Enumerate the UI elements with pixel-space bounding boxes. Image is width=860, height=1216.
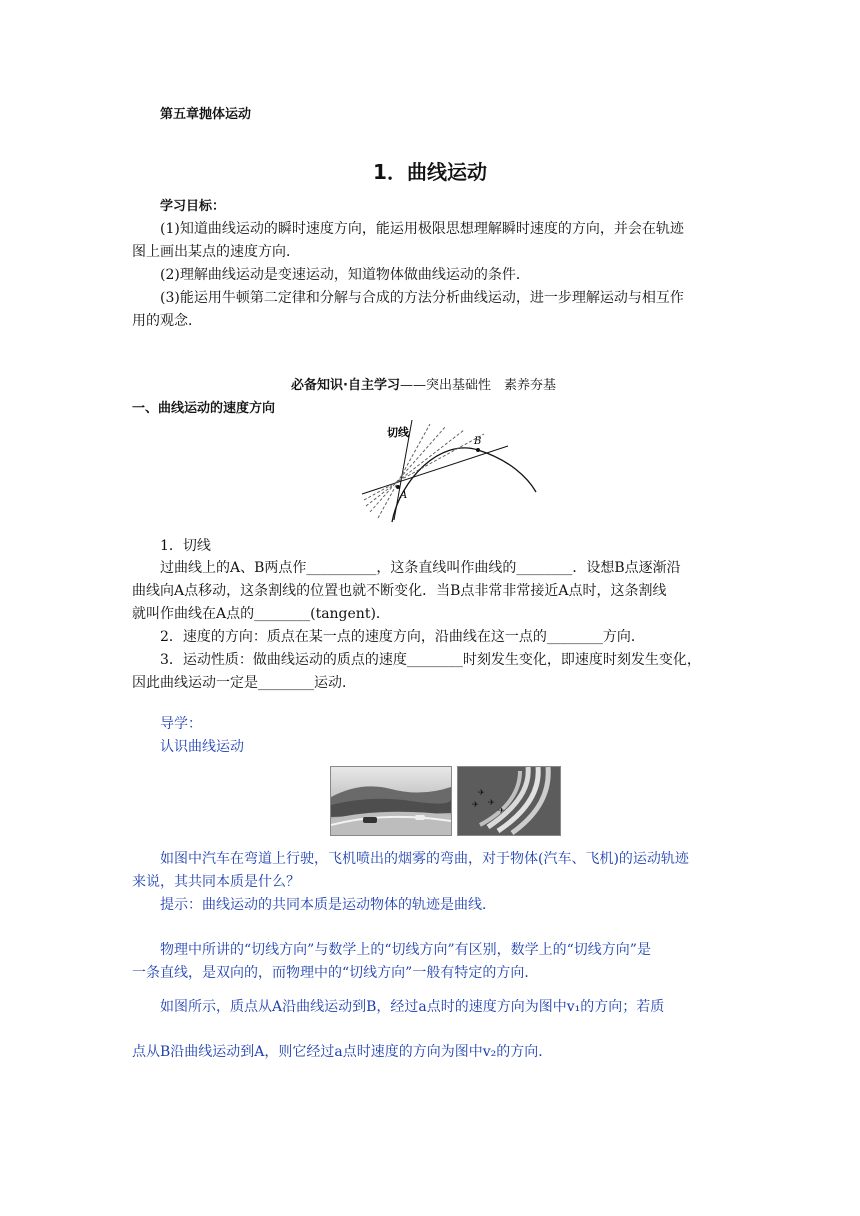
objective-2: (2)理解曲线运动是变速运动，知道物体做曲线运动的条件． xyxy=(160,267,530,283)
section-banner xyxy=(291,377,556,395)
page-title: 1．曲线运动 xyxy=(373,160,487,184)
hint-text: 提示：曲线运动的共同本质是运动物体的轨迹是曲线． xyxy=(160,897,496,913)
label-A: A xyxy=(400,490,408,501)
objective-3-line1: (3)能运用牛顿第二定律和分解与合成的方法分析曲线运动，进一步理解运动与相互作 xyxy=(160,290,684,306)
example-line2: 点从B沿曲线运动到A，则它经过a点时速度的方向为图中v₂的方向． xyxy=(132,1044,553,1060)
label-B: B xyxy=(474,436,482,447)
car-curve-photo xyxy=(330,766,452,836)
dashed-secant-2 xyxy=(366,430,464,506)
objective-1-line2: 图上画出某点的速度方向． xyxy=(132,244,300,260)
chapter-label: 第五章抛体运动 xyxy=(160,107,252,122)
point-1-heading: 1．切线 xyxy=(160,538,211,554)
objective-1-line1: (1)知道曲线运动的瞬时速度方向，能运用极限思想理解瞬时速度的方向，并会在轨迹 xyxy=(160,221,684,237)
guide-sub: 认识曲线运动 xyxy=(160,739,244,755)
point-1-line3: 就叫作曲线在A点的________(tangent)． xyxy=(132,606,390,622)
airplane-smoke-image xyxy=(458,767,560,835)
secant-line xyxy=(362,446,508,494)
objectives-heading: 学习目标： xyxy=(160,199,226,214)
svg-text:✈: ✈ xyxy=(488,798,495,807)
label-qiexian: 切线 xyxy=(387,426,409,439)
dashed-secant-3 xyxy=(364,434,484,500)
airplane-smoke-photo xyxy=(457,766,561,836)
svg-text:✈: ✈ xyxy=(478,788,485,797)
note-line1: 物理中所讲的“切线方向”与数学上的“切线方向”有区别，数学上的“切线方向”是 xyxy=(160,942,651,958)
question-line1: 如图中汽车在弯道上行驶，飞机喷出的烟雾的弯曲，对于物体(汽车、飞机)的运动轨迹 xyxy=(160,851,689,867)
section-banner-bold: 必备知识·自主学习 xyxy=(291,378,400,393)
tangent-diagram xyxy=(360,420,540,524)
point-A xyxy=(396,485,400,489)
svg-text:✈: ✈ xyxy=(472,800,479,809)
point-3-line1: 3．运动性质：做曲线运动的质点的速度________时刻发生变化，即速度时刻发生变化， xyxy=(160,652,701,668)
objective-3-line2: 用的观念． xyxy=(132,313,202,329)
section-1-heading: 一、曲线运动的速度方向 xyxy=(132,401,276,416)
point-1-line2: 曲线向A点移动，这条割线的位置也就不断变化．当B点非常非常接近A点时，这条割线 xyxy=(132,583,667,599)
svg-text:✈: ✈ xyxy=(498,806,505,815)
curve-path xyxy=(392,448,536,522)
guide-label: 导学： xyxy=(160,716,202,732)
note-line2: 一条直线，是双向的，而物理中的“切线方向”一般有特定的方向． xyxy=(132,965,539,981)
point-B xyxy=(476,448,480,452)
point-2: 2．速度的方向：质点在某一点的速度方向，沿曲线在这一点的________方向． xyxy=(160,629,645,645)
question-line2: 来说，其共同本质是什么？ xyxy=(132,874,300,890)
car-curve-image xyxy=(331,767,451,835)
point-3-line2: 因此曲线运动一定是________运动． xyxy=(132,675,356,691)
example-line1: 如图所示，质点从A沿曲线运动到B，经过a点时的速度方向为图中v₁的方向；若质 xyxy=(160,999,665,1015)
point-1-line1: 过曲线上的A、B两点作__________，这条直线叫作曲线的________．设想B点逐渐沿 xyxy=(160,560,681,576)
section-banner-rest: ——突出基础性 素养夯基 xyxy=(399,378,556,393)
